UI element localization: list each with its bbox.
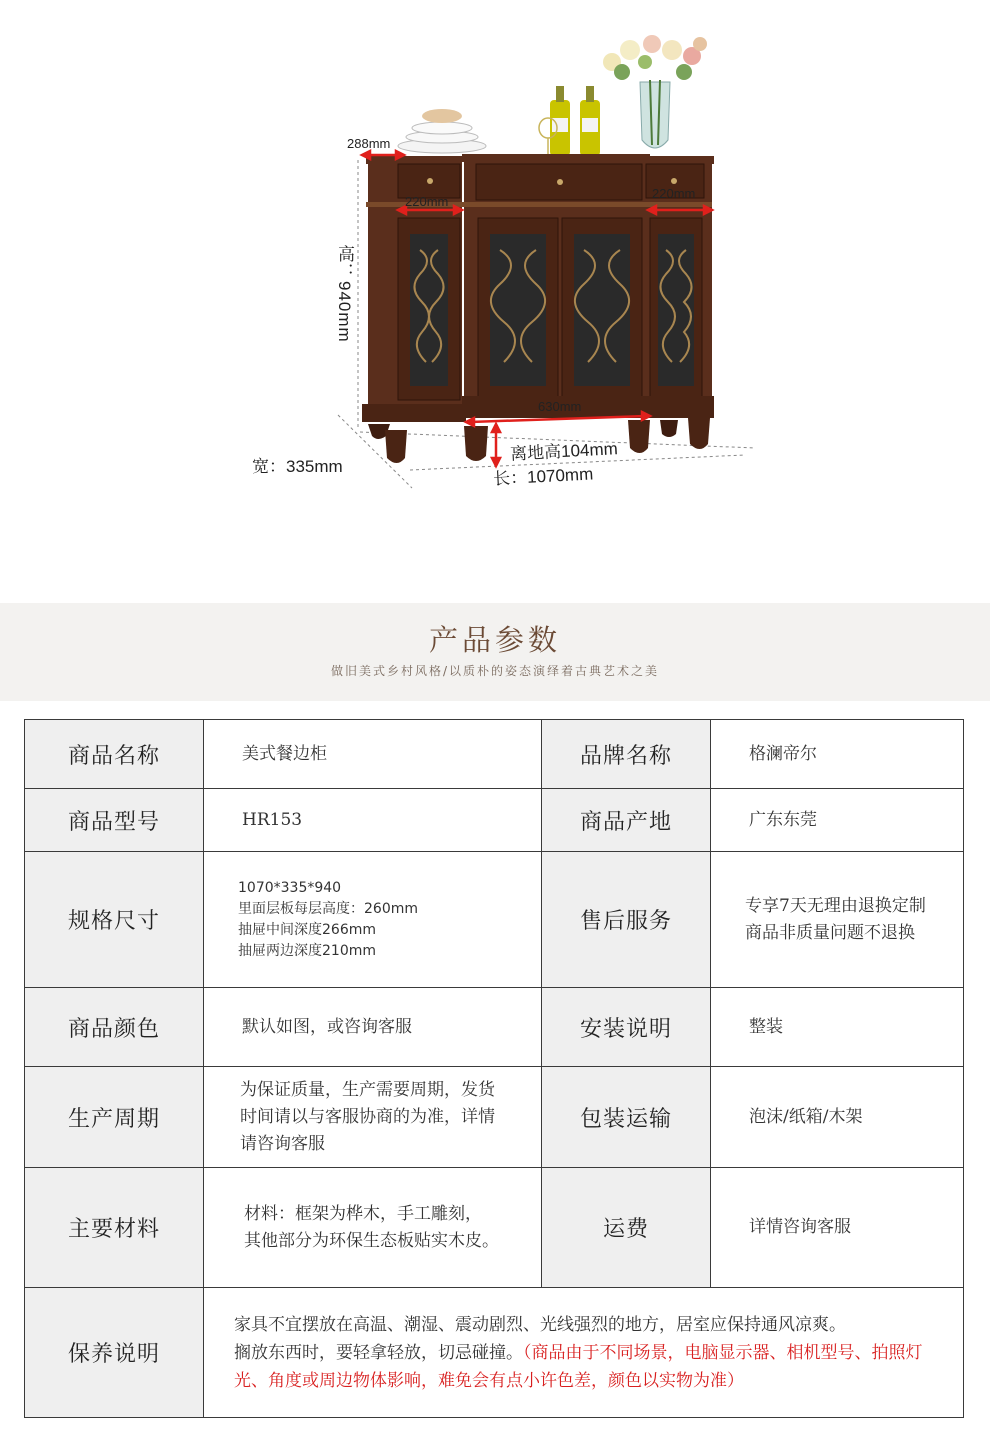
brand-label: 品牌名称: [542, 720, 711, 789]
size-value: [204, 852, 542, 988]
care-text: 搁放东西时，要轻拿轻放，切忌碰撞。: [234, 1342, 523, 1363]
section-subtitle: 做旧美式乡村风格/以质朴的姿态演绎着古典艺术之美: [330, 664, 660, 678]
table-row: [25, 1067, 964, 1168]
dim-width: 宽：335mm: [252, 457, 343, 476]
table-row: [25, 720, 964, 789]
size-label: 规格尺寸: [25, 852, 204, 988]
size-line: 1070*335*940: [238, 879, 342, 896]
install-value: 整装: [711, 988, 964, 1067]
color-label: 商品颜色: [25, 988, 204, 1067]
color-disclaimer: （商品由于不同场景，电脑显示器、相机型号、拍照灯光、角度或周边物体影响，难免会有点小许色差，颜色以实物为准）: [234, 1342, 923, 1391]
dim-drawer-left: 220mm: [405, 194, 449, 209]
cycle-line: 时间请以与客服协商的为准，详情: [240, 1106, 495, 1127]
table-row: [25, 1168, 964, 1288]
table-row: [25, 988, 964, 1067]
cycle-value: [204, 1067, 542, 1168]
cycle-label: 生产周期: [25, 1067, 204, 1168]
material-line: 材料：框架为桦木，手工雕刻，: [244, 1203, 482, 1224]
dim-middle-width: 630mm: [538, 399, 582, 414]
sideboard-illustration: [0, 0, 990, 600]
origin-value: 广东东莞: [711, 789, 964, 852]
table-row: [25, 789, 964, 852]
material-line: 其他部分为环保生态板贴实木皮。: [244, 1230, 499, 1251]
table-row: [25, 1288, 964, 1418]
cycle-line: 为保证质量，生产需要周期，发货: [240, 1079, 495, 1100]
service-value: [711, 852, 964, 988]
material-value: [204, 1168, 542, 1288]
model-label: 商品型号: [25, 789, 204, 852]
product-image: [0, 0, 990, 600]
table-row: [25, 852, 964, 988]
shipping-value: 详情咨询客服: [711, 1168, 964, 1288]
cycle-line: 请咨询客服: [240, 1133, 325, 1154]
name-value: 美式餐边柜: [204, 720, 542, 789]
flower-vase-icon: [603, 35, 707, 148]
color-value: 默认如图，或咨询客服: [204, 988, 542, 1067]
install-label: 安装说明: [542, 988, 711, 1067]
care-text: 家具不宜摆放在高温、潮湿、震动剧烈、光线强烈的地方，居室应保持通风凉爽。: [234, 1314, 846, 1335]
dim-top-depth: 288mm: [347, 136, 391, 151]
spec-table: [24, 719, 964, 1418]
origin-label: 商品产地: [542, 789, 711, 852]
material-label: 主要材料: [25, 1168, 204, 1288]
size-line: 里面层板每层高度：260mm: [238, 900, 418, 917]
service-line: 专享7天无理由退换定制: [745, 895, 926, 916]
dim-length: 长：1070mm: [492, 464, 594, 489]
section-title: 产品参数: [428, 623, 561, 657]
dim-ground-clearance: 离地高104mm: [509, 439, 619, 464]
service-line: 商品非质量问题不退换: [745, 922, 915, 943]
bottles-icon: [539, 86, 600, 156]
package-label: 包装运输: [542, 1067, 711, 1168]
care-value: [204, 1288, 964, 1418]
name-label: 商品名称: [25, 720, 204, 789]
dim-drawer-right: 220mm: [652, 186, 696, 201]
size-line: 抽屉两边深度210mm: [238, 942, 376, 959]
model-value: HR153: [204, 789, 542, 852]
package-value: 泡沫/纸箱/木架: [711, 1067, 964, 1168]
shipping-label: 运费: [542, 1168, 711, 1288]
service-label: 售后服务: [542, 852, 711, 988]
size-line: 抽屉中间深度266mm: [238, 921, 376, 938]
care-label: 保养说明: [25, 1288, 204, 1418]
brand-value: 格澜帝尔: [711, 720, 964, 789]
plates-icon: [398, 109, 486, 153]
dim-height: 高：940mm: [335, 245, 354, 343]
